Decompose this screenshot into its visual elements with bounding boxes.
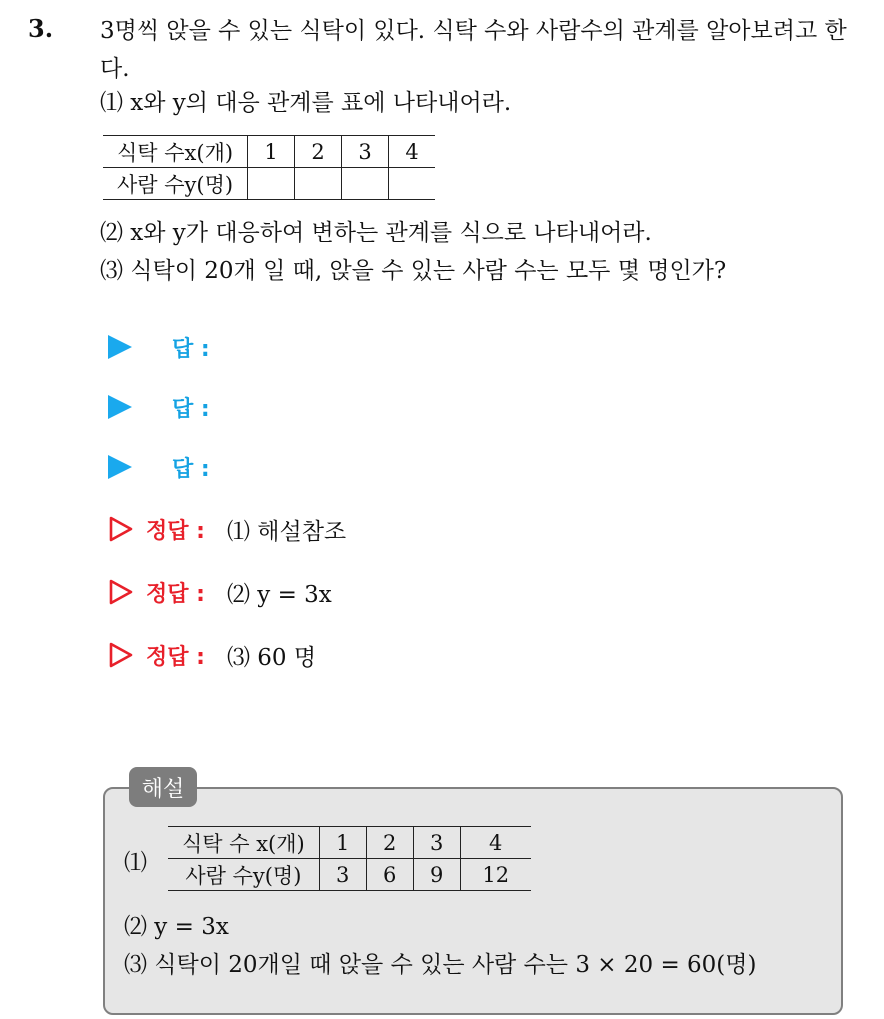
table-header-tables: 식탁 수x(개)	[103, 136, 248, 168]
table-cell-blank[interactable]	[389, 168, 436, 200]
table-cell: 1	[319, 827, 366, 859]
table-cell: 3	[342, 136, 389, 168]
question-table	[103, 135, 435, 200]
table-cell: 3	[319, 859, 366, 891]
answer-blank-1[interactable]	[108, 330, 210, 364]
table-cell-blank[interactable]	[248, 168, 295, 200]
table-cell: 2	[366, 827, 413, 859]
table-row	[168, 827, 531, 859]
play-triangle-icon	[108, 335, 132, 359]
correct-answer-value: ⑶ 60 명	[226, 644, 317, 671]
table-cell: 9	[413, 859, 460, 891]
outline-triangle-icon	[108, 641, 134, 669]
table-cell: 12	[460, 859, 531, 891]
table-cell: 2	[295, 136, 342, 168]
answer-label: 답 :	[172, 456, 210, 482]
table-header-tables: 식탁 수 x(개)	[168, 827, 319, 859]
explanation-table	[168, 826, 531, 891]
explanation-line-3: ⑶ 식탁이 20개일 때 앉을 수 있는 사람 수는 3 × 20 = 60(명)	[124, 952, 757, 978]
explanation-part1-label: ⑴	[124, 850, 147, 876]
outline-triangle-icon	[108, 515, 134, 543]
outline-triangle-icon	[108, 578, 134, 606]
play-triangle-icon	[108, 455, 132, 479]
table-cell: 1	[248, 136, 295, 168]
explanation-line-2: ⑵ y = 3x	[124, 914, 229, 940]
table-cell-blank[interactable]	[342, 168, 389, 200]
correct-answer-2	[108, 575, 332, 609]
table-header-people: 사람 수y(명)	[168, 859, 319, 891]
table-cell: 6	[366, 859, 413, 891]
correct-answer-value: ⑴ 해설참조	[226, 518, 347, 545]
table-cell: 4	[389, 136, 436, 168]
correct-answer-3	[108, 638, 316, 672]
table-cell-blank[interactable]	[295, 168, 342, 200]
table-row	[168, 859, 531, 891]
correct-answer-label: 정답 :	[146, 518, 205, 544]
table-cell: 4	[460, 827, 531, 859]
answer-label: 답 :	[172, 396, 210, 422]
answer-blank-2[interactable]	[108, 390, 210, 424]
answer-blank-3[interactable]	[108, 450, 210, 484]
question-number: 3.	[28, 14, 54, 43]
explanation-tag: 해설	[129, 767, 197, 807]
correct-answer-label: 정답 :	[146, 644, 205, 670]
sub-question-2: ⑵ x와 y가 대응하여 변하는 관계를 식으로 나타내어라.	[100, 220, 652, 246]
table-header-people: 사람 수y(명)	[103, 168, 248, 200]
sub-question-1: ⑴ x와 y의 대응 관계를 표에 나타내어라.	[100, 90, 512, 116]
answer-label: 답 :	[172, 336, 210, 362]
table-row	[103, 168, 435, 200]
table-row	[103, 136, 435, 168]
question-text: 3명씩 앉을 수 있는 식탁이 있다. 식탁 수와 사람수의 관계를 알아보려고 한다.	[100, 18, 847, 82]
correct-answer-1	[108, 512, 346, 546]
correct-answer-value: ⑵ y = 3x	[226, 581, 332, 608]
explanation-box	[103, 787, 843, 1015]
play-triangle-icon	[108, 395, 132, 419]
table-cell: 3	[413, 827, 460, 859]
sub-question-3: ⑶ 식탁이 20개 일 때, 앉을 수 있는 사람 수는 모두 몇 명인가?	[100, 258, 727, 284]
correct-answer-label: 정답 :	[146, 581, 205, 607]
